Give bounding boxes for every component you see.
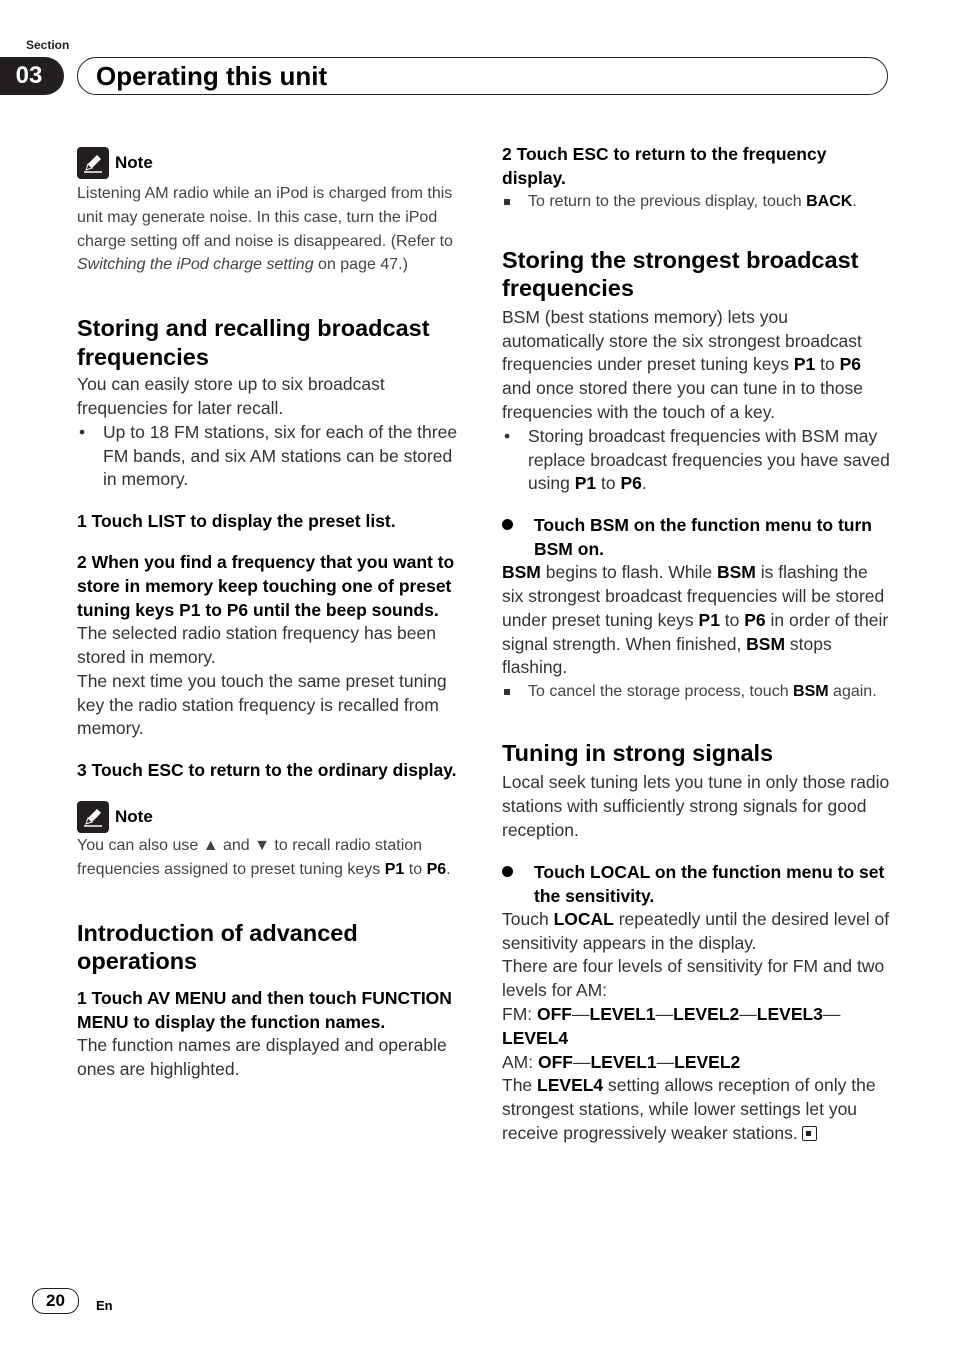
paragraph: The selected radio station frequency has been stored in memory.	[77, 623, 436, 667]
square-bullet-item: To return to the previous display, touch BACK.	[502, 190, 890, 214]
section-heading: Tuning in strong signals	[502, 739, 774, 766]
language-label: En	[96, 1298, 113, 1313]
note-header	[77, 146, 465, 180]
reference-link: Switching the iPod charge setting	[77, 256, 314, 274]
note-text: You can also use ▲ and ▼ to recall radio station frequencies assigned to preset tuning keys P1 to P6.	[77, 837, 451, 878]
note-label: Note	[115, 807, 153, 827]
paragraph: The LEVEL4 setting allows reception of only the strongest stations, while lower settings let you receive progressively weaker stations.	[502, 1075, 876, 1144]
paragraph: There are four levels of sensitivity for FM and two levels for AM:	[502, 956, 885, 1001]
paragraph: Touch LOCAL repeatedly until the desired level of sensitivity appears in the display.	[502, 908, 890, 953]
step-heading: 1 Touch LIST to display the preset list.	[77, 511, 396, 532]
bullet-item: • Storing broadcast frequencies with BSM may replace broadcast frequencies you have saved using P1 to P6.	[502, 425, 890, 496]
paragraph: You can easily store up to six broadcast frequencies for later recall.	[77, 374, 385, 418]
section-label: Section	[26, 38, 70, 52]
paragraph: BSM (best stations memory) lets you automatically store the six strongest broadcast frequencies under preset tuning keys P1 to P6 and once stored there you can tune in to those frequencies with the touch of a key.	[502, 306, 863, 422]
am-levels: AM: OFF—LEVEL1—LEVEL2	[502, 1051, 741, 1072]
end-of-section-icon	[802, 1126, 817, 1141]
paragraph: The function names are displayed and operable ones are highlighted.	[77, 1034, 447, 1079]
section-heading: Introduction of advanced operations	[77, 919, 358, 975]
left-column	[77, 146, 465, 1081]
square-bullet-item: To cancel the storage process, touch BSM again.	[502, 680, 890, 704]
note-label: Note	[115, 153, 153, 172]
bullet-dot-icon	[502, 519, 513, 530]
pencil-note-icon	[77, 801, 109, 833]
page-title: Operating this unit	[77, 57, 888, 95]
step-heading: 3 Touch ESC to return to the ordinary display.	[77, 760, 457, 781]
right-column	[502, 142, 890, 1146]
section-number: 03	[0, 57, 64, 95]
section-heading: Storing and recalling broadcast frequencies	[77, 315, 430, 370]
bullet-item: • Up to 18 FM stations, six for each of the three FM bands, and six AM stations can be stored in memory.	[77, 421, 465, 492]
note-header	[77, 800, 465, 834]
step-heading: 2 Touch ESC to return to the frequency display.	[502, 144, 827, 188]
step-heading: 1 Touch AV MENU and then touch FUNCTION MENU to display the function names.	[77, 987, 452, 1032]
paragraph: The next time you touch the same preset tuning key the radio station frequency is recalled from memory.	[77, 670, 447, 739]
paragraph: Local seek tuning lets you tune in only those radio stations with sufficiently strong signals for good reception.	[502, 772, 890, 841]
step-heading: Touch LOCAL on the function menu to set the sensitivity.	[502, 860, 890, 908]
pencil-note-icon	[77, 147, 109, 179]
fm-levels: FM: OFF—LEVEL1—LEVEL2—LEVEL3— LEVEL4	[502, 1004, 841, 1048]
note-text: Listening AM radio while an iPod is charged from this unit may generate noise. In this case, turn the iPod charge setting off and noise is disappeared. (Refer to Switching the iPod charge setting on page 47.)	[77, 185, 453, 274]
section-heading: Storing the strongest broadcast frequencies	[502, 246, 859, 302]
step-heading: 2 When you find a frequency that you want to store in memory keep touching one of preset tuning keys P1 to P6 until the beep sounds.	[77, 552, 455, 621]
paragraph: BSM begins to flash. While BSM is flashing the six strongest broadcast frequencies will be stored under preset tuning keys P1 to P6 in order of their signal strength. When finished, BSM stops flashing.	[502, 562, 889, 678]
page-number: 20	[32, 1288, 79, 1314]
bullet-dot-icon	[502, 866, 513, 877]
step-heading: Touch BSM on the function menu to turn BSM on.	[502, 513, 890, 561]
